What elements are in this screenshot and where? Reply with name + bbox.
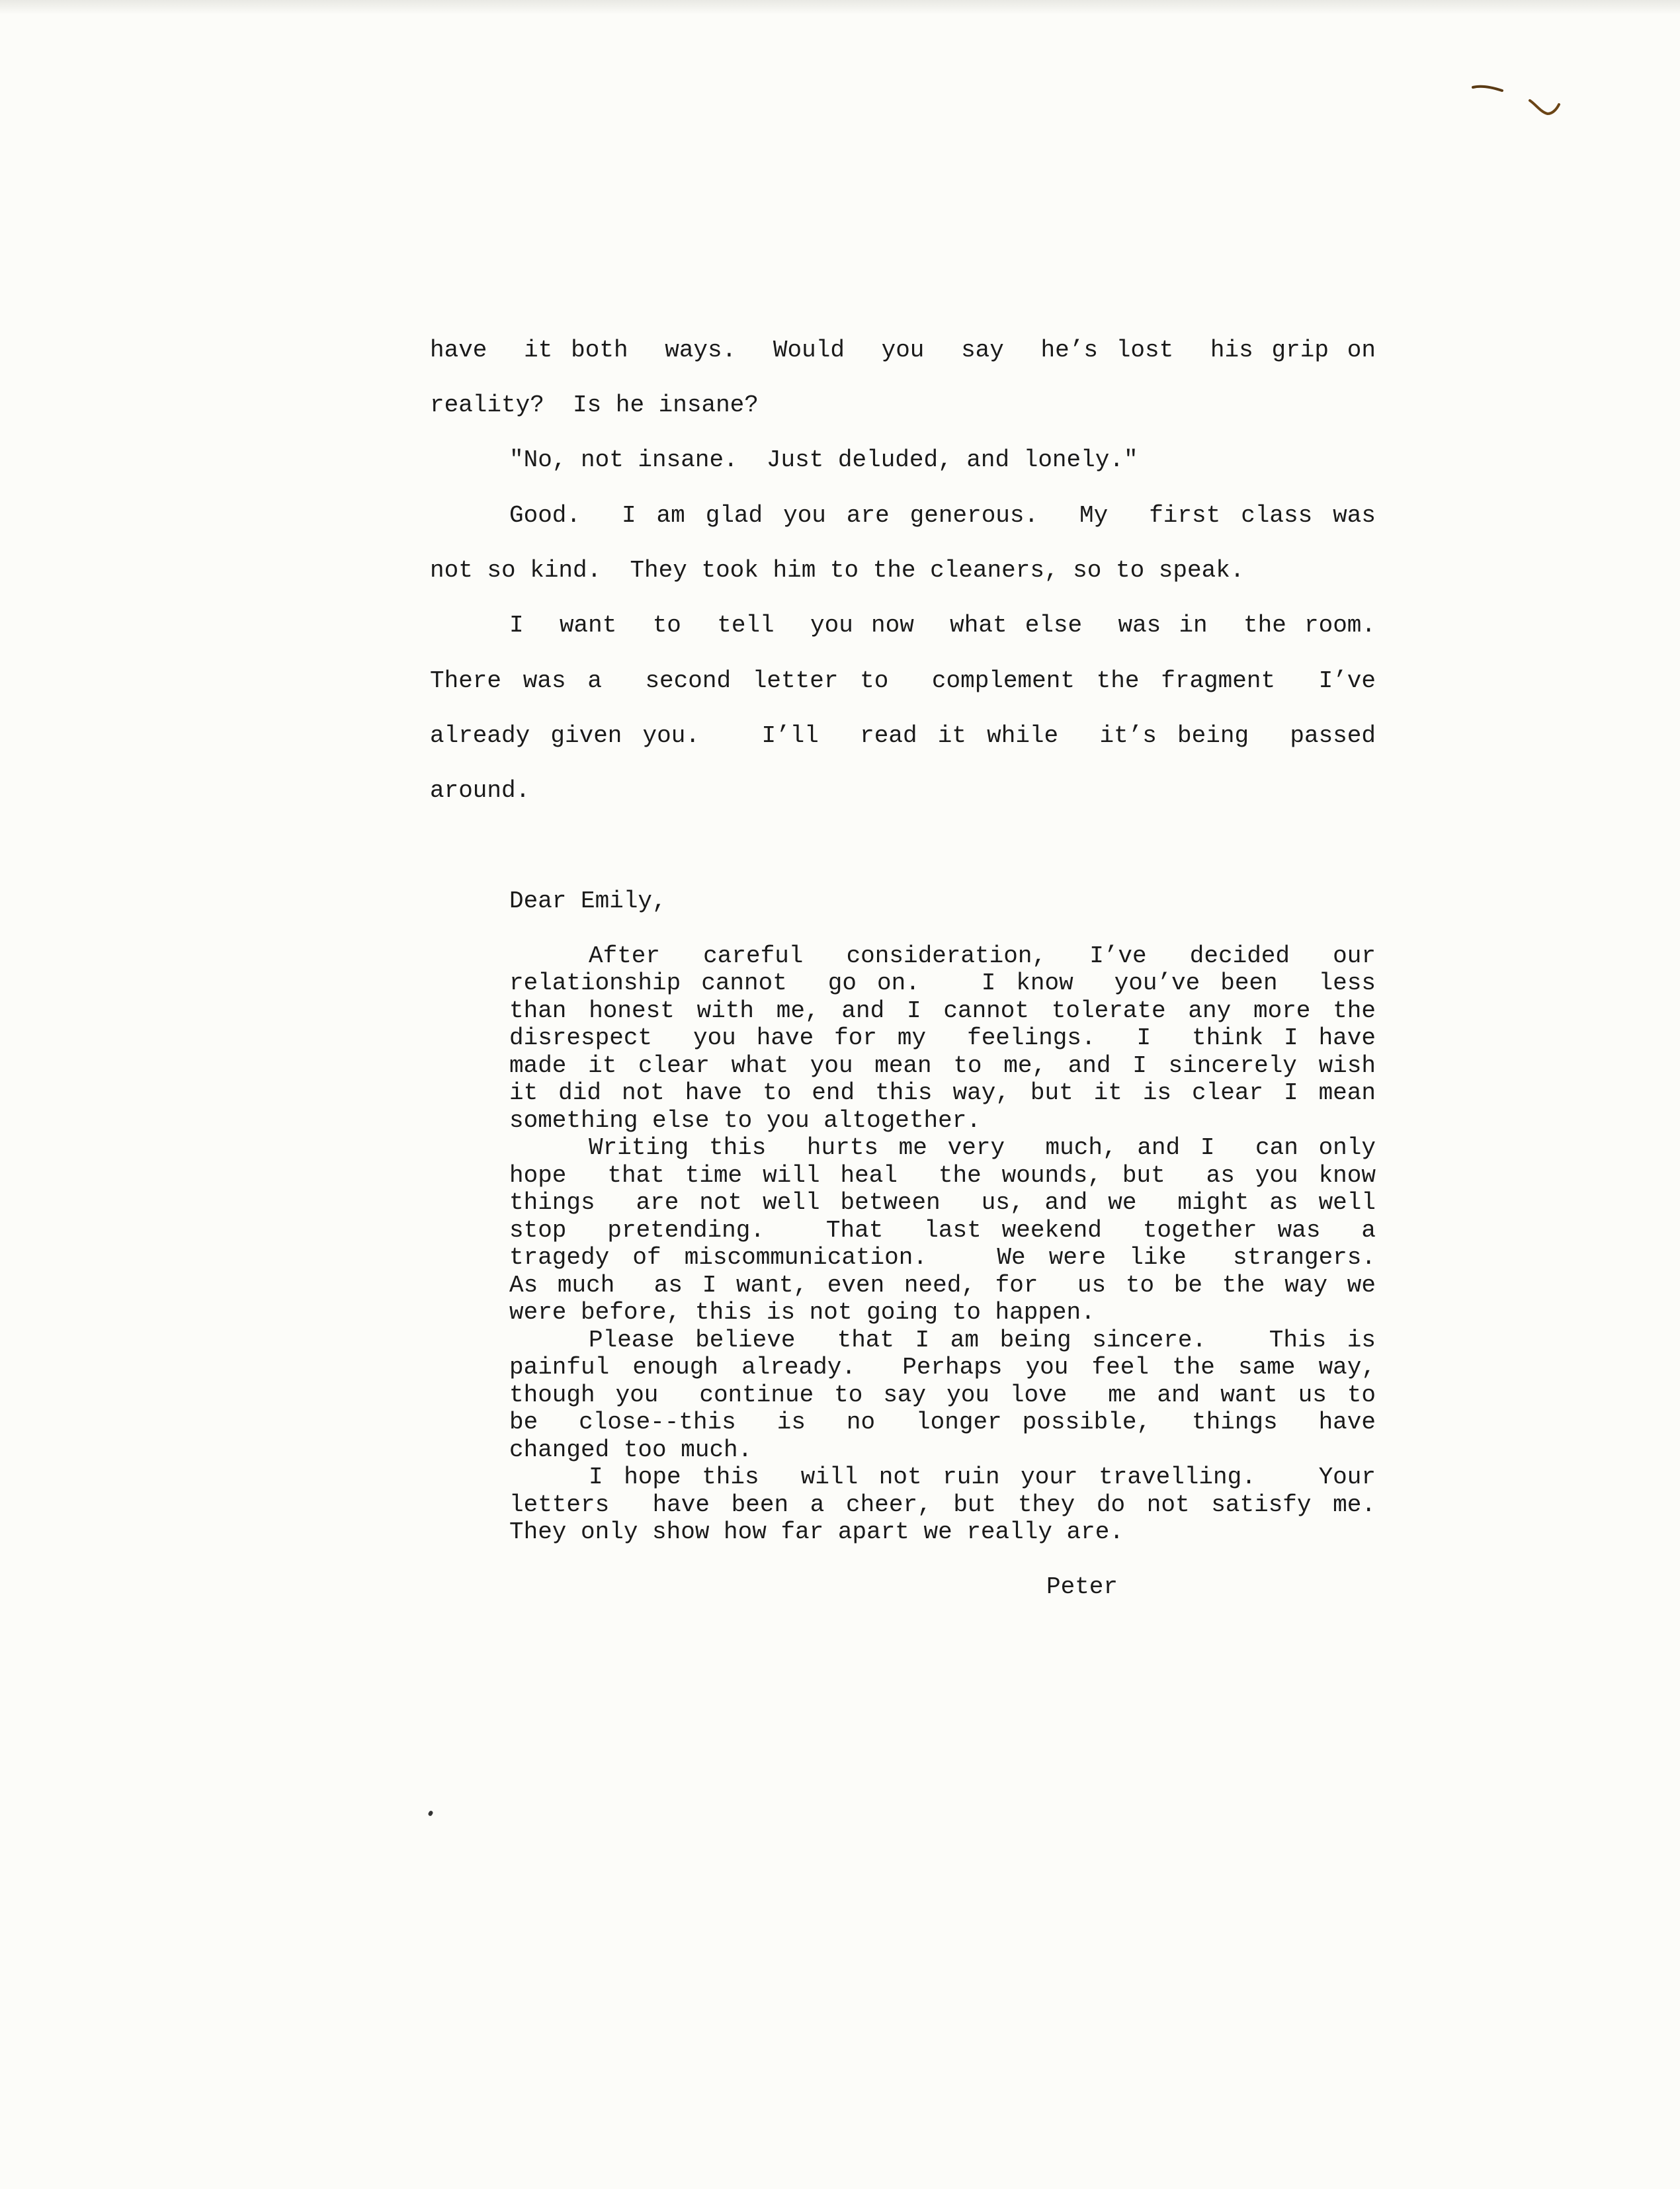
body-line: around.: [430, 777, 530, 804]
letter-line: hope that time will heal the wounds, but as you know: [509, 1162, 1376, 1189]
body-line: There was a second letter to complement the fragment I’ve: [430, 667, 1376, 694]
letter-line: things are not well between us, and we might as well: [509, 1189, 1376, 1216]
letter-line: changed too much.: [509, 1436, 753, 1464]
ink-mark-top-right-2: [1528, 98, 1561, 116]
body-line: "No, not insane. Just deluded, and lonely.": [509, 446, 1138, 474]
letter-line: They only show how far apart we really are.: [509, 1518, 1124, 1546]
paper-speck: [427, 1810, 433, 1817]
letter-line: were before, this is not going to happen.: [509, 1299, 1095, 1326]
letter-line: stop pretending. That last weekend together was a: [509, 1217, 1376, 1244]
letter-line: relationship cannot go on. I know you’ve been less: [509, 970, 1376, 997]
letter-line: As much as I want, even need, for us to be the way we: [509, 1272, 1376, 1299]
letter-line: than honest with me, and I cannot tolerate any more the: [509, 997, 1376, 1024]
letter-line: tragedy of miscommunication. We were like strangers.: [509, 1244, 1376, 1271]
letter-line: something else to you altogether.: [509, 1107, 981, 1134]
body-line: reality? Is he insane?: [430, 392, 759, 419]
letter-line: After careful consideration, I’ve decided our: [589, 942, 1376, 970]
letter-line: Writing this hurts me very much, and I can only: [589, 1134, 1376, 1161]
body-line: Good. I am glad you are generous. My first class was: [509, 502, 1376, 529]
letter-line: made it clear what you mean to me, and I sincerely wish: [509, 1052, 1376, 1079]
letter-line: I hope this will not ruin your travelling. Your: [589, 1464, 1376, 1491]
letter-line: be close--this is no longer possible, things have: [509, 1409, 1376, 1436]
ink-mark-top-right: [1472, 85, 1503, 93]
letter-line: it did not have to end this way, but it is clear I mean: [509, 1079, 1376, 1106]
letter-line: letters have been a cheer, but they do not satisfy me.: [509, 1491, 1376, 1518]
body-line: already given you. I’ll read it while it’s being passed: [430, 722, 1376, 749]
letter-salutation: Dear Emily,: [509, 888, 667, 915]
letter-line: painful enough already. Perhaps you feel the same way,: [509, 1354, 1376, 1381]
page-top-edge: [0, 0, 1680, 15]
letter-signature: Peter: [1046, 1573, 1118, 1600]
body-line: not so kind. They took him to the cleaners, so to speak.: [430, 557, 1245, 584]
letter-line: disrespect you have for my feelings. I think I have: [509, 1024, 1376, 1052]
letter-line: Please believe that I am being sincere. This is: [589, 1327, 1376, 1354]
letter-line: though you continue to say you love me and want us to: [509, 1382, 1376, 1409]
body-line: have it both ways. Would you say he’s lost his grip on: [430, 337, 1376, 364]
body-line: I want to tell you now what else was in the room.: [509, 612, 1376, 639]
